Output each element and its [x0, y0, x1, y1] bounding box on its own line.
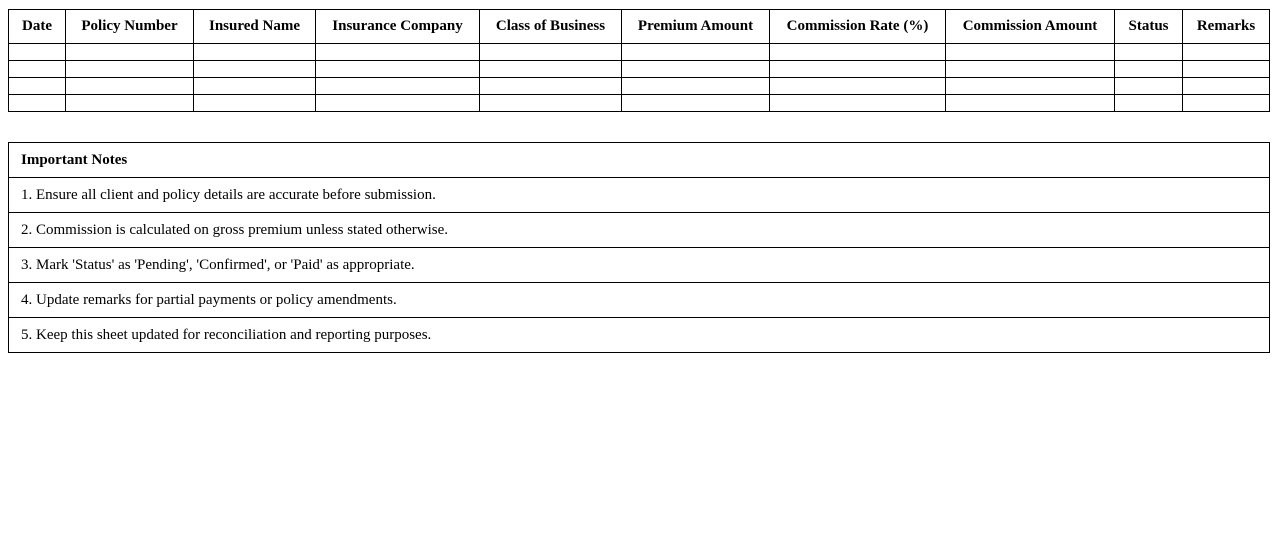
cell-policy-number[interactable]	[66, 95, 194, 112]
column-header-premium-amount: Premium Amount	[622, 10, 770, 44]
note-row	[9, 213, 1270, 248]
table-row	[9, 61, 1270, 78]
cell-premium-amount[interactable]	[622, 44, 770, 61]
cell-commission-amount[interactable]	[946, 78, 1115, 95]
cell-insurance-company[interactable]	[316, 61, 480, 78]
cell-commission-rate[interactable]	[770, 95, 946, 112]
cell-status[interactable]	[1115, 95, 1183, 112]
cell-policy-number[interactable]	[66, 78, 194, 95]
note-row	[9, 283, 1270, 318]
cell-class-of-business[interactable]	[480, 95, 622, 112]
note-item: 2. Commission is calculated on gross premium unless stated otherwise.	[9, 213, 1270, 248]
cell-insured-name[interactable]	[194, 44, 316, 61]
cell-commission-rate[interactable]	[770, 78, 946, 95]
cell-insured-name[interactable]	[194, 95, 316, 112]
column-header-insurance-company: Insurance Company	[316, 10, 480, 44]
note-row	[9, 318, 1270, 353]
note-item: 5. Keep this sheet updated for reconciliation and reporting purposes.	[9, 318, 1270, 353]
cell-commission-rate[interactable]	[770, 44, 946, 61]
column-header-policy-number: Policy Number	[66, 10, 194, 44]
column-header-remarks: Remarks	[1183, 10, 1270, 44]
cell-insured-name[interactable]	[194, 78, 316, 95]
table-row	[9, 78, 1270, 95]
cell-insured-name[interactable]	[194, 61, 316, 78]
important-notes-table	[8, 142, 1270, 353]
note-item: 1. Ensure all client and policy details are accurate before submission.	[9, 178, 1270, 213]
commission-table	[8, 9, 1270, 112]
table-row	[9, 95, 1270, 112]
cell-premium-amount[interactable]	[622, 61, 770, 78]
cell-status[interactable]	[1115, 78, 1183, 95]
note-item: 4. Update remarks for partial payments or policy amendments.	[9, 283, 1270, 318]
cell-class-of-business[interactable]	[480, 61, 622, 78]
cell-policy-number[interactable]	[66, 61, 194, 78]
cell-insurance-company[interactable]	[316, 78, 480, 95]
cell-premium-amount[interactable]	[622, 95, 770, 112]
cell-status[interactable]	[1115, 61, 1183, 78]
table-row	[9, 44, 1270, 61]
cell-remarks[interactable]	[1183, 44, 1270, 61]
cell-commission-amount[interactable]	[946, 95, 1115, 112]
cell-insurance-company[interactable]	[316, 44, 480, 61]
cell-commission-amount[interactable]	[946, 61, 1115, 78]
notes-title: Important Notes	[9, 143, 1270, 178]
cell-remarks[interactable]	[1183, 61, 1270, 78]
cell-date[interactable]	[9, 95, 66, 112]
column-header-date: Date	[9, 10, 66, 44]
notes-header-row	[9, 143, 1270, 178]
cell-policy-number[interactable]	[66, 44, 194, 61]
cell-premium-amount[interactable]	[622, 78, 770, 95]
cell-insurance-company[interactable]	[316, 95, 480, 112]
column-header-commission-amount: Commission Amount	[946, 10, 1115, 44]
cell-class-of-business[interactable]	[480, 78, 622, 95]
cell-commission-rate[interactable]	[770, 61, 946, 78]
cell-remarks[interactable]	[1183, 95, 1270, 112]
cell-date[interactable]	[9, 78, 66, 95]
cell-remarks[interactable]	[1183, 78, 1270, 95]
cell-date[interactable]	[9, 61, 66, 78]
note-row	[9, 248, 1270, 283]
column-header-insured-name: Insured Name	[194, 10, 316, 44]
cell-commission-amount[interactable]	[946, 44, 1115, 61]
cell-class-of-business[interactable]	[480, 44, 622, 61]
note-item: 3. Mark 'Status' as 'Pending', 'Confirmed', or 'Paid' as appropriate.	[9, 248, 1270, 283]
column-header-class-of-business: Class of Business	[480, 10, 622, 44]
header-row	[9, 10, 1270, 44]
cell-date[interactable]	[9, 44, 66, 61]
cell-status[interactable]	[1115, 44, 1183, 61]
column-header-commission-rate: Commission Rate (%)	[770, 10, 946, 44]
column-header-status: Status	[1115, 10, 1183, 44]
note-row	[9, 178, 1270, 213]
